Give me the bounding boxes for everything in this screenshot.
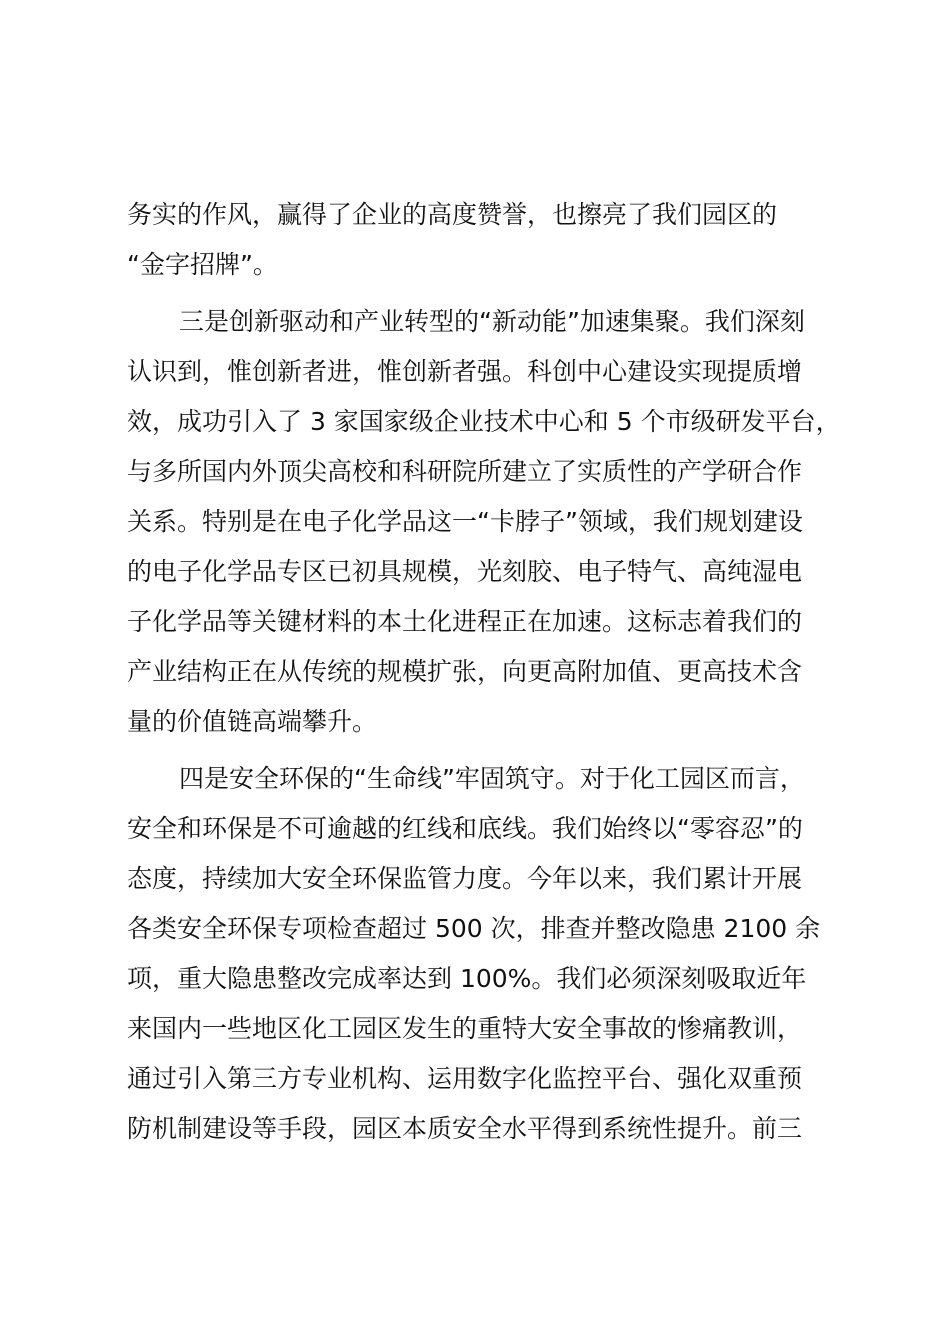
text-line: 防机制建设等手段，园区本质安全水平得到系统性提升。前三 [127, 1114, 803, 1143]
text-line: 四是安全环保的“生命线”牢固筑守。对于化工园区而言， [179, 764, 805, 793]
paragraph-spacing [127, 290, 827, 297]
text-line: 与多所国内外顶尖高校和科研院所建立了实质性的产学研合作 [127, 457, 803, 486]
paragraph-innovation [127, 297, 841, 747]
text-line: 认识到，惟创新者进，惟创新者强。科创中心建设实现提质增 [127, 357, 803, 386]
paragraph-safety [127, 754, 827, 1154]
text-line: 量的价值链高端攀升。 [127, 707, 378, 736]
text-line: 效，成功引入了 3 家国家级企业技术中心和 5 个市级研发平台， [127, 407, 841, 436]
text-line: 通过引入第三方专业机构、运用数字化监控平台、强化双重预 [127, 1064, 803, 1093]
text-line: 各类安全环保专项检查超过 500 次，排查并整改隐患 2100 余 [127, 914, 821, 943]
text-line: 关系。特别是在电子化学品这一“卡脖子”领域，我们规划建设 [127, 507, 803, 536]
text-line: 的电子化学品专区已初具规模，光刻胶、电子特气、高纯湿电 [127, 557, 803, 586]
paragraph-spacing [127, 747, 827, 754]
text-line: “金字招牌”。 [127, 250, 278, 279]
paragraph-continuation [127, 190, 827, 290]
text-line: 项，重大隐患整改完成率达到 100%。我们必须深刻吸取近年 [127, 964, 807, 993]
text-line: 来国内一些地区化工园区发生的重特大安全事故的惨痛教训， [127, 1014, 803, 1043]
body-text [127, 190, 841, 1154]
text-line: 务实的作风，赢得了企业的高度赞誉，也擦亮了我们园区的 [127, 200, 778, 229]
text-line: 子化学品等关键材料的本土化进程正在加速。这标志着我们的 [127, 607, 803, 636]
text-line: 态度，持续加大安全环保监管力度。今年以来，我们累计开展 [127, 864, 803, 893]
text-line: 安全和环保是不可逾越的红线和底线。我们始终以“零容忍”的 [127, 814, 803, 843]
text-line: 三是创新驱动和产业转型的“新动能”加速集聚。我们深刻 [179, 307, 805, 336]
text-line: 产业结构正在从传统的规模扩张，向更高附加值、更高技术含 [127, 657, 803, 686]
